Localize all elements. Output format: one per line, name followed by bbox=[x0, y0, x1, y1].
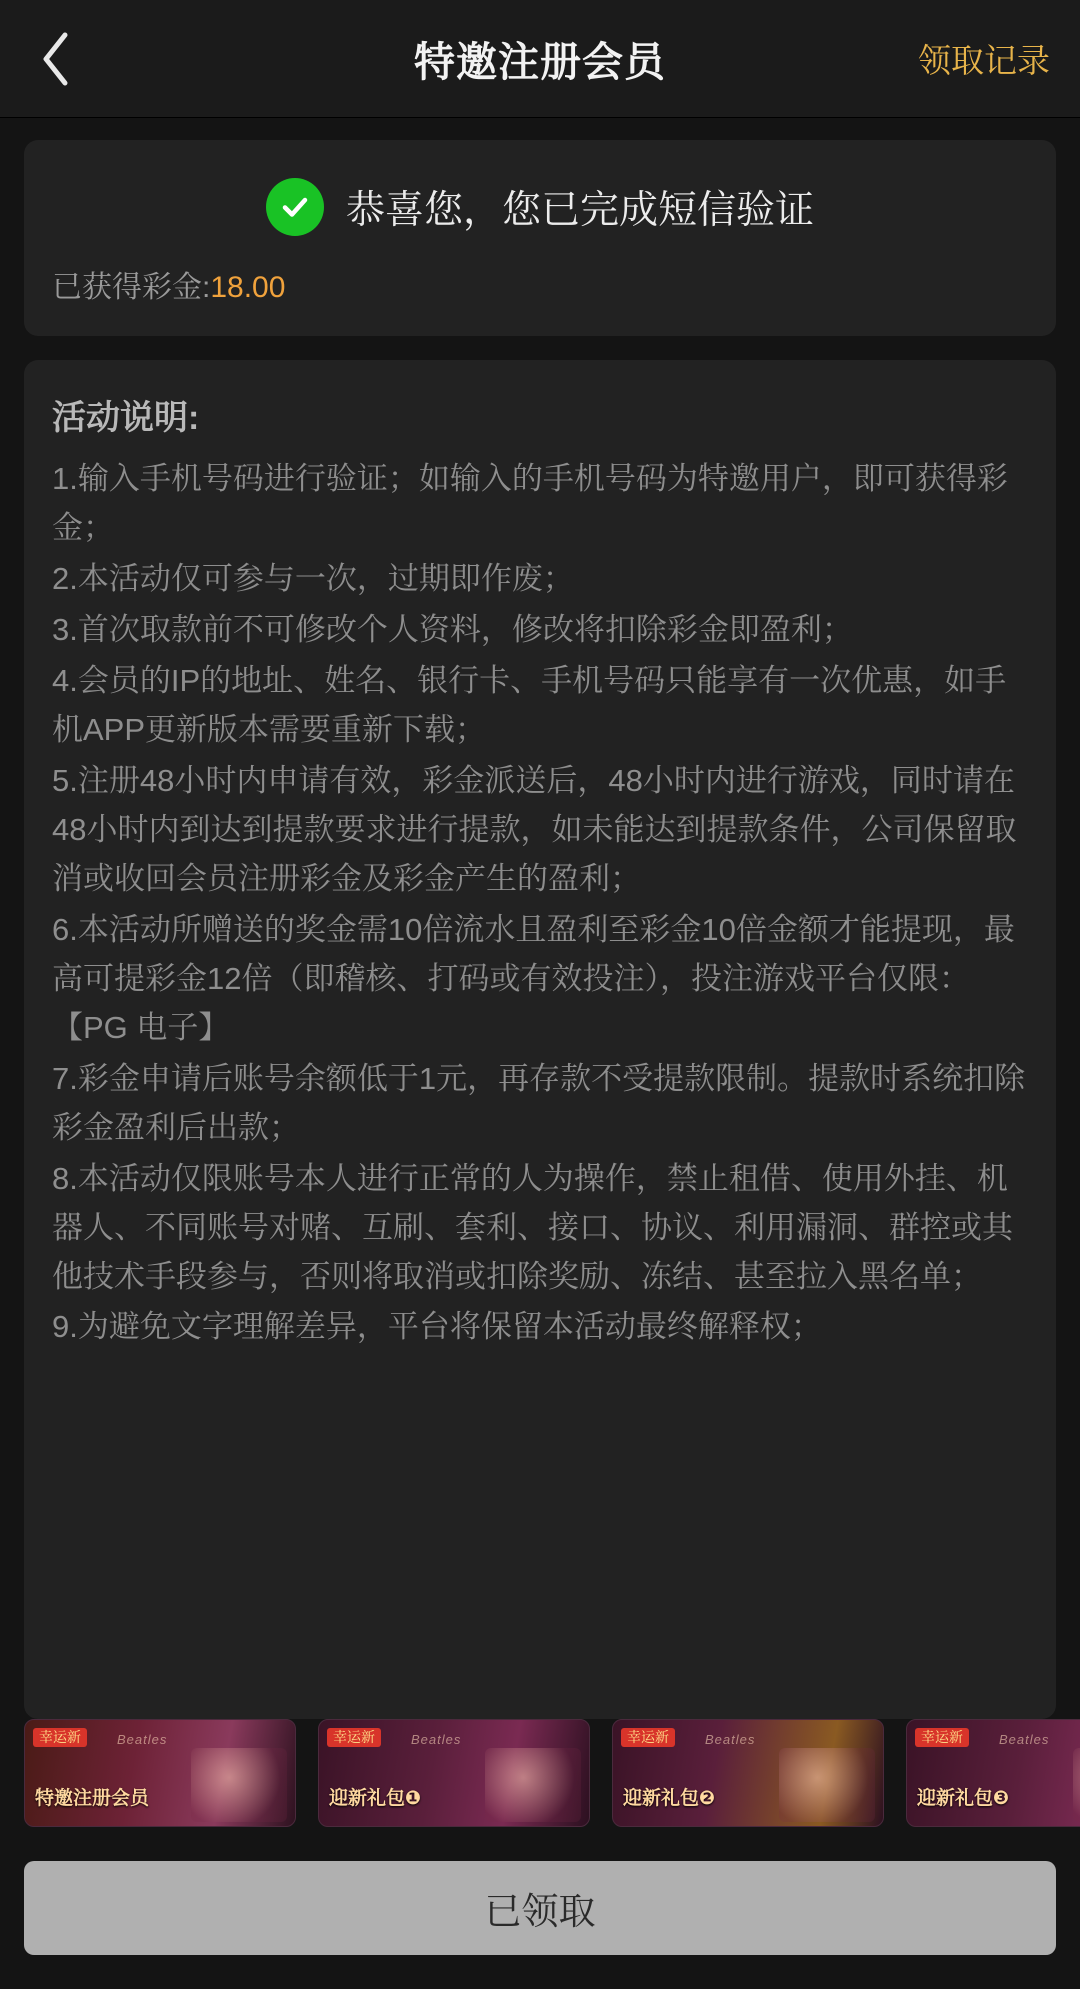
promo-banner[interactable] bbox=[318, 1719, 590, 1827]
success-row bbox=[52, 178, 1028, 236]
banner-artwork bbox=[485, 1748, 581, 1822]
rule-item: 3.首次取款前不可修改个人资料，修改将扣除彩金即盈利； bbox=[52, 611, 853, 647]
bonus-label: 已获得彩金: bbox=[52, 271, 211, 304]
rules-list bbox=[52, 455, 1028, 1352]
success-message: 恭喜您，您已完成短信验证 bbox=[345, 189, 814, 232]
page-title: 特邀注册会员 bbox=[414, 39, 666, 85]
banner-title: 特邀注册会员 bbox=[35, 1788, 150, 1809]
rule-item: 9.为避免文字理解差异，平台将保留本活动最终解释权； bbox=[52, 1309, 822, 1345]
chevron-left-icon bbox=[38, 31, 72, 87]
banner-tag: 幸运新 bbox=[915, 1728, 969, 1747]
banner-tag: 幸运新 bbox=[33, 1728, 87, 1747]
rule-item: 8.本活动仅限账号本人进行正常的人为操作，禁止租借、使用外挂、机器人、不同账号对赌、互刷、套利、接口、协议、利用漏洞、群控或其他技术手段参与，否则将取消或扣除奖励、冻结、甚至拉入黑名单； bbox=[52, 1160, 1013, 1294]
banner-title: 迎新礼包❸ bbox=[917, 1788, 1010, 1809]
banner-artwork bbox=[1073, 1748, 1080, 1822]
promo-banner-list[interactable] bbox=[0, 1719, 1080, 1837]
rule-item: 1.输入手机号码进行验证；如输入的手机号码为特邀用户，即可获得彩金； bbox=[52, 461, 1008, 545]
banner-foil-text: Beatles bbox=[411, 1732, 462, 1747]
banner-tag: 幸运新 bbox=[327, 1728, 381, 1747]
rule-item: 7.彩金申请后账号余额低于1元，再存款不受提款限制。提款时系统扣除彩金盈利后出款； bbox=[52, 1060, 1026, 1145]
banner-artwork bbox=[191, 1748, 287, 1822]
check-circle-icon bbox=[266, 178, 324, 236]
promo-banner[interactable] bbox=[24, 1719, 296, 1827]
back-button[interactable] bbox=[0, 0, 110, 118]
rule-item: 4.会员的IP的地址、姓名、银行卡、手机号码只能享有一次优惠，如手机APP更新版本需要重新下载； bbox=[52, 662, 1007, 747]
banner-foil-text: Beatles bbox=[705, 1732, 756, 1747]
app-header bbox=[0, 0, 1080, 118]
banner-foil-text: Beatles bbox=[999, 1732, 1050, 1747]
page-body bbox=[0, 118, 1080, 1719]
bottom-action-bar bbox=[0, 1837, 1080, 1989]
activity-rules-card bbox=[24, 360, 1056, 1719]
rule-item: 5.注册48小时内申请有效，彩金派送后，48小时内进行游戏，同时请在48小时内到达到提款要求进行提款，如未能达到提款条件，公司保留取消或收回会员注册彩金及彩金产生的盈利； bbox=[52, 762, 1017, 896]
promo-banner[interactable] bbox=[906, 1719, 1080, 1827]
bonus-amount: 18.00 bbox=[210, 271, 286, 304]
banner-title: 迎新礼包❶ bbox=[329, 1788, 422, 1809]
claim-button[interactable]: 已领取 bbox=[24, 1861, 1056, 1955]
claim-records-link[interactable]: 领取记录 bbox=[918, 42, 1050, 79]
rule-item: 6.本活动所赠送的奖金需10倍流水且盈利至彩金10倍金额才能提现，最高可提彩金12倍（即稽核、打码或有效投注），投注游戏平台仅限：【PG 电子】 bbox=[52, 911, 1015, 1045]
rules-title: 活动说明: bbox=[52, 399, 200, 437]
verification-status-card bbox=[24, 140, 1056, 336]
promo-banner[interactable] bbox=[612, 1719, 884, 1827]
banner-tag: 幸运新 bbox=[621, 1728, 675, 1747]
bonus-line bbox=[52, 262, 1028, 306]
rule-item: 2.本活动仅可参与一次，过期即作废； bbox=[52, 560, 574, 596]
banner-foil-text: Beatles bbox=[117, 1732, 168, 1747]
banner-artwork bbox=[779, 1748, 875, 1822]
banner-title: 迎新礼包❷ bbox=[623, 1788, 716, 1809]
